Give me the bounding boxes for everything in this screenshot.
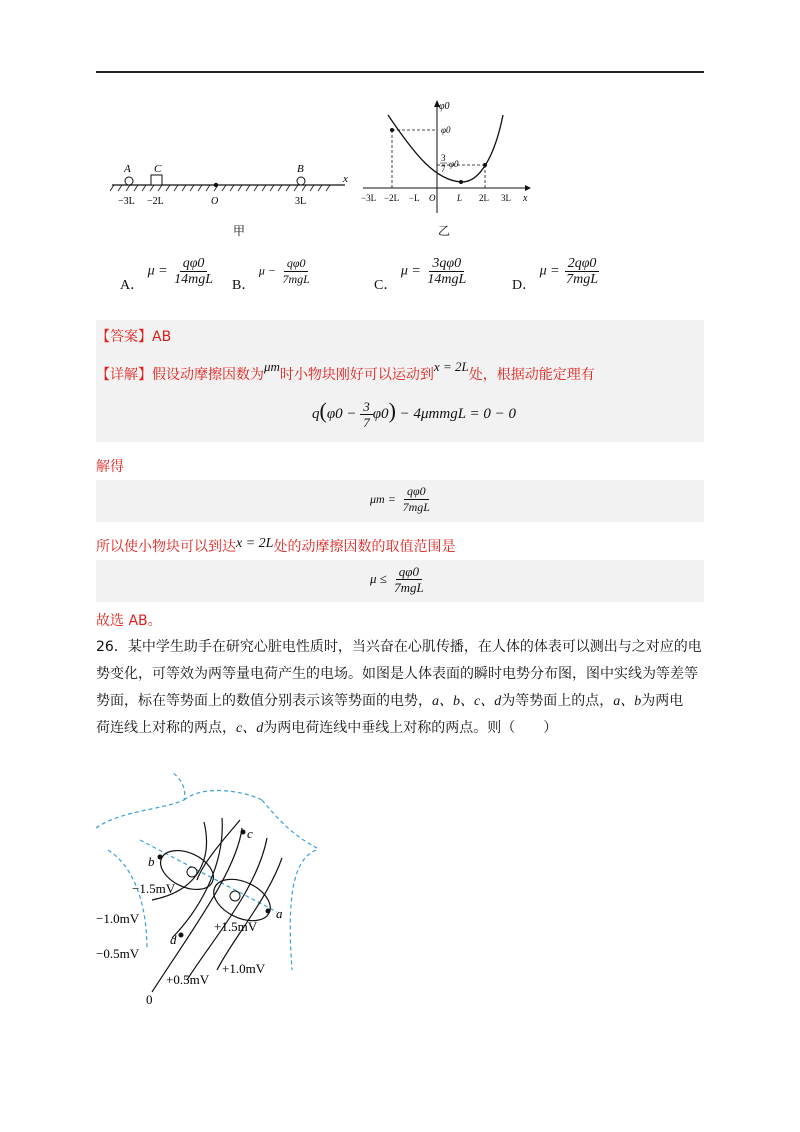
frac-num: 3 <box>441 153 446 163</box>
label-p10: +1.0mV <box>222 961 266 976</box>
tick-yi-1: −2L <box>384 193 400 203</box>
y-axis-label: φ0 <box>439 101 450 112</box>
tick-o: O <box>211 196 219 207</box>
charge-negative <box>187 867 197 877</box>
option-d[interactable] <box>512 256 601 293</box>
label-a: a <box>276 906 283 921</box>
answer-label: 【答案】AB <box>96 329 172 345</box>
question-26 <box>96 634 708 742</box>
label-p05: +0.5mV <box>166 972 210 987</box>
charge-positive <box>230 891 240 901</box>
option-c-lhs: μ = <box>400 263 421 279</box>
option-a-fraction: $\frac{q\varphi 0}{\text{14mgL}}$ <box>174 256 214 287</box>
option-a[interactable] <box>120 256 216 293</box>
label-m05: −0.5mV <box>96 946 140 961</box>
solve-label: 解得 <box>96 459 124 475</box>
ball-a <box>125 177 133 185</box>
q26-line-1: 26．某中学生助手在研究心脏电性质时，当兴奋在心肌传播，在人体的体表可以测出与之对应的电 <box>96 639 702 655</box>
option-d-fraction: $\frac{2q\varphi 0}{\text{7mgL}}$ <box>566 256 599 287</box>
figure-jia <box>100 160 360 240</box>
point-c <box>241 830 246 835</box>
option-a-lhs: μ = <box>147 263 168 279</box>
solve-equation: μm = $\frac{q\varphi 0}{\text{7mgL}}$ <box>370 484 430 514</box>
option-b-letter: B． <box>232 277 256 293</box>
block-c <box>151 175 162 185</box>
label-c: C <box>154 163 162 175</box>
header-rule <box>96 71 704 73</box>
label-b: b <box>148 854 155 869</box>
option-d-letter: D． <box>512 277 537 293</box>
option-c-fraction: $\frac{3q\varphi 0}{\text{14mgL}}$ <box>427 256 467 287</box>
label-p15: +1.5mV <box>214 919 258 934</box>
point-d <box>179 933 184 938</box>
tick-m3l: −3L <box>118 196 135 207</box>
figure-26-heart-potential <box>92 770 322 1010</box>
range-line: 所以使小物块可以到达x = 2L处的动摩擦因数的取值范围是 <box>96 536 456 555</box>
frac-den: 7 <box>441 164 446 174</box>
label-x: x <box>343 173 348 185</box>
caption-yi: 乙 <box>438 224 451 238</box>
origin-dot <box>214 183 218 187</box>
detail-line: 【详解】假设动摩擦因数为μm时小物块刚好可以运动到x = 2L处，根据动能定理有 <box>96 359 595 383</box>
label-m15: −1.5mV <box>132 881 176 896</box>
conclusion: 故选 AB。 <box>96 613 162 629</box>
option-d-lhs: μ = <box>539 263 560 279</box>
option-b-lhs: μ − <box>258 263 276 278</box>
q26-line-2: 势变化，可等效为两等量电荷产生的电场。如图是人体表面的瞬时电势分布图，图中实线为等差等 <box>96 666 698 682</box>
option-c[interactable] <box>374 256 469 293</box>
q26-line-4: 荷连线上对称的两点，c、d为两电荷连线中垂线上对称的两点。则（ ） <box>96 720 558 736</box>
tick-yi-0: −3L <box>361 193 377 203</box>
tick-yi-3: O <box>429 193 436 203</box>
ground-hatching <box>110 185 330 191</box>
tick-yi-5: 2L <box>479 193 489 203</box>
tick-yi-2: −L <box>409 193 420 203</box>
equation-1: q(φ0 − $\frac{3}{7}$ φ0) − 4μmmgL = 0 − 0 <box>312 398 517 431</box>
label-d: d <box>170 932 177 947</box>
figure-yi <box>355 95 535 220</box>
label-b: B <box>297 163 304 175</box>
frac-sym: φ0 <box>449 159 459 169</box>
x-axis-label: x <box>523 193 528 204</box>
caption-jia: 甲 <box>233 224 246 238</box>
q26-line-3: 势面，标在等势面上的数值分别表示该等势面的电势，a、b、c、d为等势面上的点，a、b为两电 <box>96 693 684 709</box>
label-zero: 0 <box>146 992 153 1007</box>
tick-m2l: −2L <box>147 196 164 207</box>
range-equation: μ ≤ $\frac{q\varphi 0}{\text{7mgL}}$ <box>370 564 424 595</box>
option-b-fraction: $\frac{q\varphi 0}{\text{7mgL}}$ <box>282 256 310 286</box>
phi0-label: φ0 <box>441 125 451 135</box>
ball-b <box>297 177 305 185</box>
label-m10: −1.0mV <box>96 911 140 926</box>
option-c-letter: C． <box>374 277 398 293</box>
label-c: c <box>247 826 253 841</box>
tick-yi-6: 3L <box>501 193 511 203</box>
option-a-letter: A． <box>120 277 145 293</box>
point-a <box>266 909 271 914</box>
tick-yi-4: L <box>457 193 463 203</box>
point-b <box>158 855 163 860</box>
label-a: A <box>124 163 131 175</box>
tick-3l: 3L <box>295 196 307 207</box>
body-outline <box>96 772 317 970</box>
option-b[interactable] <box>232 256 313 293</box>
